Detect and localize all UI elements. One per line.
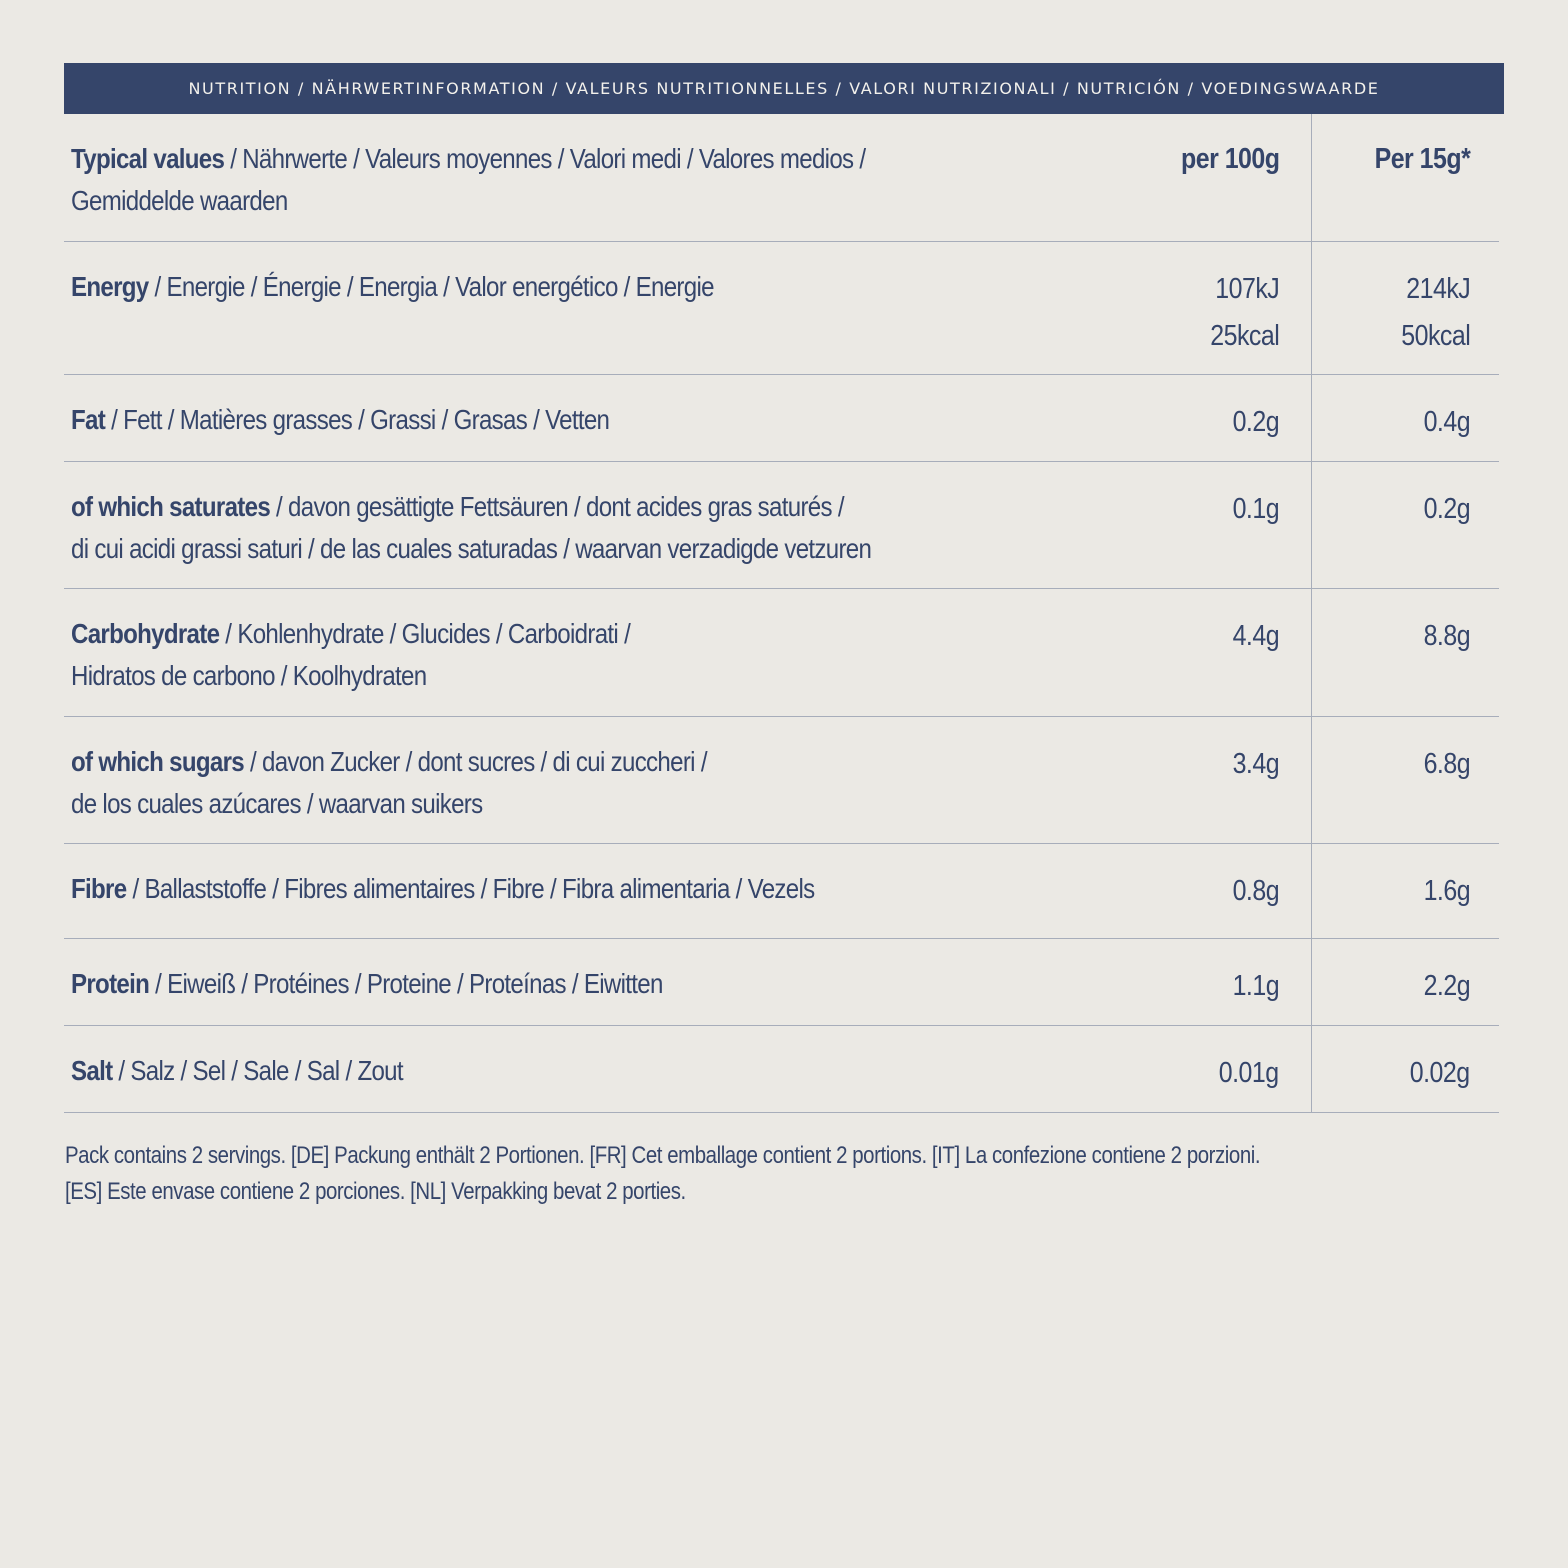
typical-values-label bbox=[71, 138, 931, 222]
column-divider bbox=[1311, 1026, 1312, 1112]
carbohydrate-label-rest: / Kohlenhydrate / Glucides / Carboidrati / bbox=[219, 618, 631, 649]
saturates-label-bold: of which saturates bbox=[71, 491, 271, 522]
column-divider bbox=[1311, 844, 1312, 938]
table-row-fat bbox=[64, 375, 1499, 462]
sugars-per-100g: 3.4g bbox=[1232, 748, 1279, 780]
table-row-protein bbox=[64, 939, 1499, 1026]
saturates-label bbox=[71, 486, 931, 570]
saturates-per-15g: 0.2g bbox=[1423, 493, 1470, 525]
salt-per-15g: 0.02g bbox=[1410, 1057, 1470, 1089]
energy-per-100g-kcal: 25kcal bbox=[1209, 320, 1279, 352]
fat-label-bold: Fat bbox=[71, 404, 106, 435]
saturates-label-rest: / davon gesättigte Fettsäuren / dont acides gras saturés / bbox=[270, 491, 844, 522]
column-divider bbox=[1311, 939, 1312, 1025]
sugars-label-rest: / davon Zucker / dont sucres / di cui zuccheri / bbox=[243, 746, 707, 777]
table-row-fibre bbox=[64, 844, 1499, 939]
column-divider bbox=[1311, 375, 1312, 461]
column-divider bbox=[1311, 589, 1312, 716]
fibre-per-100g: 0.8g bbox=[1232, 875, 1279, 907]
fibre-per-15g: 1.6g bbox=[1423, 875, 1470, 907]
column-header-per-15g: Per 15g* bbox=[1374, 143, 1470, 175]
energy-per-100g bbox=[1210, 266, 1279, 360]
typical-values-bold: Typical values bbox=[71, 143, 225, 174]
table-row-carbohydrate bbox=[64, 589, 1499, 717]
energy-per-15g-kcal: 50kcal bbox=[1400, 320, 1470, 352]
column-divider bbox=[1311, 717, 1312, 843]
typical-values-rest: / Nährwerte / Valeurs moyennes / Valori medi / Valores medios / bbox=[224, 143, 866, 174]
carbohydrate-per-15g: 8.8g bbox=[1423, 620, 1470, 652]
fibre-label-bold: Fibre bbox=[71, 873, 127, 904]
saturates-per-100g: 0.1g bbox=[1232, 493, 1279, 525]
servings-footnote bbox=[65, 1138, 1425, 1210]
fibre-label-rest: / Ballaststoffe / Fibres alimentaires / Fibre / Fibra alimentaria / Vezels bbox=[126, 873, 815, 904]
table-header-row bbox=[64, 114, 1499, 242]
fat-per-15g: 0.4g bbox=[1423, 406, 1470, 438]
protein-label bbox=[71, 963, 931, 1005]
protein-per-15g: 2.2g bbox=[1423, 970, 1470, 1002]
table-row-energy bbox=[64, 242, 1499, 375]
typical-values-rest-line2: Gemiddelde waarden bbox=[71, 185, 288, 216]
column-divider bbox=[1311, 114, 1312, 241]
table-row-salt bbox=[64, 1026, 1499, 1113]
fibre-label bbox=[71, 868, 931, 910]
energy-per-15g-kj: 214kJ bbox=[1406, 273, 1470, 305]
carbohydrate-per-100g: 4.4g bbox=[1232, 620, 1279, 652]
protein-label-bold: Protein bbox=[71, 968, 150, 999]
nutrition-table bbox=[64, 114, 1499, 1113]
sugars-label-bold: of which sugars bbox=[71, 746, 244, 777]
energy-label-bold: Energy bbox=[71, 271, 149, 302]
nutrition-header-banner bbox=[64, 63, 1504, 114]
protein-per-100g: 1.1g bbox=[1232, 970, 1279, 1002]
energy-per-15g bbox=[1401, 266, 1470, 360]
energy-label-rest: / Energie / Énergie / Energia / Valor energético / Energie bbox=[148, 271, 714, 302]
fat-label-rest: / Fett / Matières grasses / Grassi / Grasas / Vetten bbox=[105, 404, 610, 435]
protein-label-rest: / Eiweiß / Protéines / Proteine / Proteínas / Eiwitten bbox=[149, 968, 663, 999]
nutrition-header-title: NUTRITION / NÄHRWERTINFORMATION / VALEURS NUTRITIONNELLES / VALORI NUTRIZIONALI / NUTRICIÓN / VOEDINGSWAARDE bbox=[188, 79, 1380, 98]
sugars-label bbox=[71, 741, 931, 825]
column-header-per-100g: per 100g bbox=[1180, 143, 1279, 175]
footnote-line-2: [ES] Este envase contiene 2 porciones. [NL] Verpakking bevat 2 porties. bbox=[65, 1178, 686, 1205]
footnote-line-1: Pack contains 2 servings. [DE] Packung enthält 2 Portionen. [FR] Cet emballage contient 2 portions. [IT] La confezione contiene 2 porzioni. bbox=[65, 1142, 1261, 1169]
fat-per-100g: 0.2g bbox=[1232, 406, 1279, 438]
saturates-label-line2: di cui acidi grassi saturi / de las cuales saturadas / waarvan verzadigde vetzuren bbox=[71, 533, 872, 564]
table-row-saturates bbox=[64, 462, 1499, 589]
column-divider bbox=[1311, 242, 1312, 374]
sugars-label-line2: de los cuales azúcares / waarvan suikers bbox=[71, 788, 483, 819]
column-divider bbox=[1311, 462, 1312, 588]
energy-label bbox=[71, 266, 931, 308]
energy-per-100g-kj: 107kJ bbox=[1215, 273, 1279, 305]
carbohydrate-label-bold: Carbohydrate bbox=[71, 618, 220, 649]
salt-label bbox=[71, 1050, 931, 1092]
salt-label-rest: / Salz / Sel / Sale / Sal / Zout bbox=[112, 1055, 403, 1086]
fat-label bbox=[71, 399, 931, 441]
table-row-sugars bbox=[64, 717, 1499, 844]
salt-label-bold: Salt bbox=[71, 1055, 113, 1086]
carbohydrate-label bbox=[71, 613, 931, 697]
salt-per-100g: 0.01g bbox=[1219, 1057, 1279, 1089]
carbohydrate-label-line2: Hidratos de carbono / Koolhydraten bbox=[71, 660, 427, 691]
sugars-per-15g: 6.8g bbox=[1423, 748, 1470, 780]
